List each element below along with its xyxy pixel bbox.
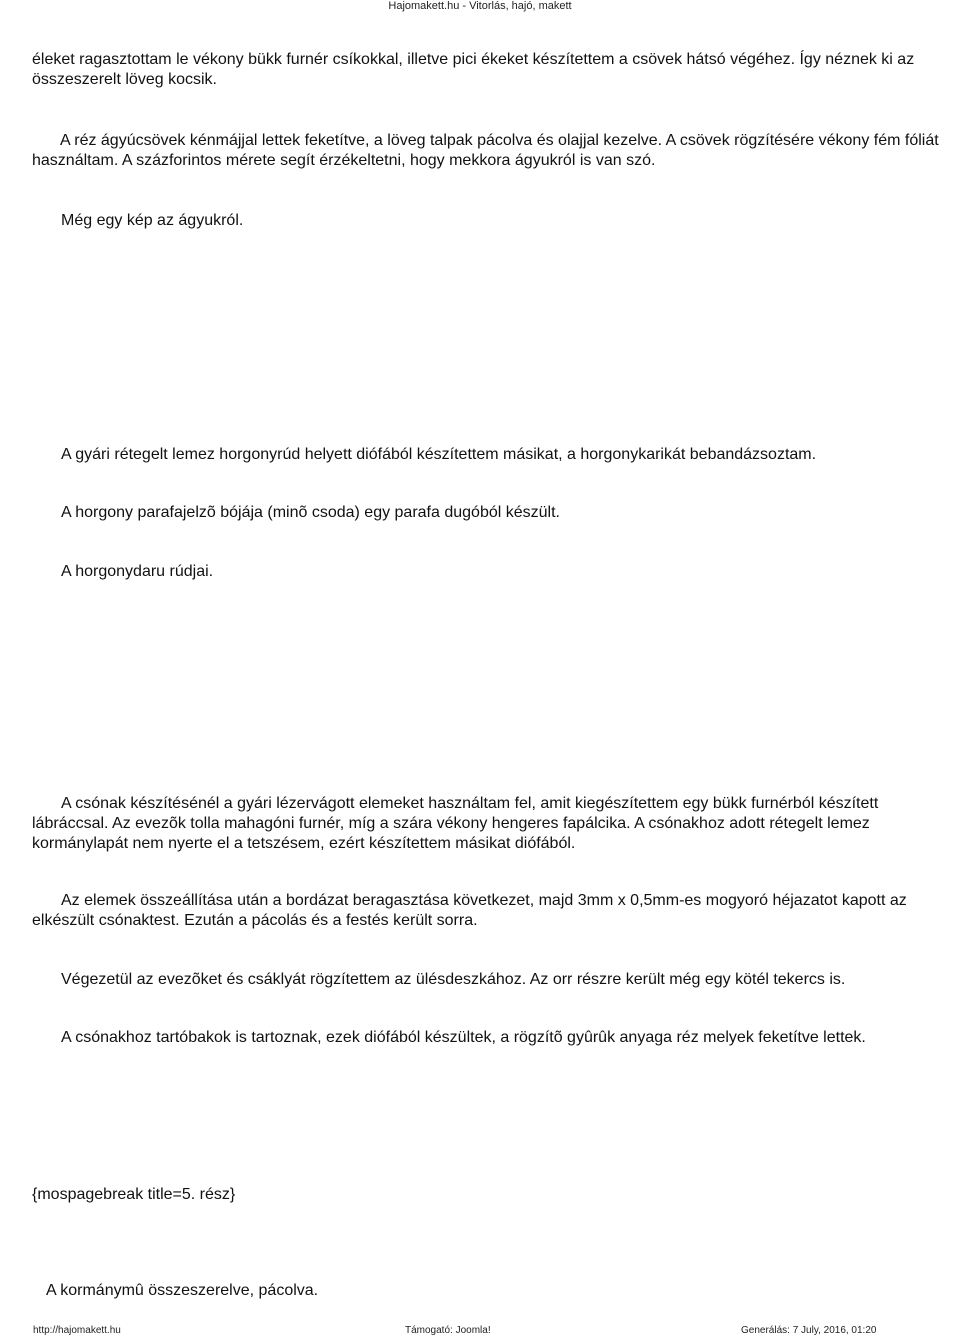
- footer-url: http://hajomakett.hu: [33, 1325, 121, 1336]
- paragraph-cannon-carriages: éleket ragasztottam le vékony bükk furnér csíkokkal, illetve pici ékeket készítettem a csövek hátsó végéhez. Így néznek ki az összeszerelt löveg kocsik.: [32, 51, 915, 88]
- paragraph-brass-barrels: A réz ágyúcsövek kénmájjal lettek feketítve, a löveg talpak pácolva és olajjal kezelve. A csövek rögzítésére vékony fém fóliát használtam. A százforintos mérete segít érzékeltetni, hogy mekkora ágyukról is van szó.: [32, 132, 939, 169]
- paragraph-anchor-stock: A gyári rétegelt lemez horgonyrúd helyett diófából készítettem másikat, a horgonykarikát bebandázsoztam.: [61, 446, 817, 463]
- paragraph-rudder: A kormánymû összeszerelve, pácolva.: [46, 1282, 319, 1299]
- paragraph-boat-building: A csónak készítésénél a gyári lézervágott elemeket használtam fel, amit kiegészítettem egy bükk furnérból készített lábráccsal. Az evezõk tolla mahagóni furnér, míg a szára vékony hengeres fapálcika. A csónakhoz adott rétegelt lemez kormánylapát nem nyerte el a tetszésem, ezért készítettem másikat diófából.: [32, 795, 879, 852]
- page-footer: [0, 1325, 960, 1338]
- paragraph-anchor-davit: A horgonydaru rúdjai.: [61, 563, 214, 580]
- page-header: Hajomakett.hu - Vitorlás, hajó, makett: [388, 0, 572, 12]
- paragraph-boat-planking: Az elemek összeállítása után a bordázat beragasztása következet, majd 3mm x 0,5mm-es mogyoró héjazatot kapott az elkészült csónaktest. Ezután a pácolás és a festés került sorra.: [32, 892, 907, 929]
- footer-generated: Generálás: 7 July, 2016, 01:20: [741, 1325, 877, 1336]
- paragraph-another-picture: Még egy kép az ágyukról.: [61, 212, 244, 229]
- paragraph-pagebreak-tag: {mospagebreak title=5. rész}: [32, 1186, 236, 1203]
- footer-support: Támogató: Joomla!: [405, 1325, 491, 1336]
- paragraph-oars: Végezetül az evezõket és csáklyát rögzítettem az ülésdeszkához. Az orr részre került még egy kötél tekercs is.: [61, 971, 846, 988]
- paragraph-boat-stands: A csónakhoz tartóbakok is tartoznak, ezek diófából készültek, a rögzítõ gyûrûk anyaga réz melyek feketítve lettek.: [61, 1029, 866, 1046]
- paragraph-anchor-buoy: A horgony parafajelzõ bójája (minõ csoda) egy parafa dugóból készült.: [61, 504, 560, 521]
